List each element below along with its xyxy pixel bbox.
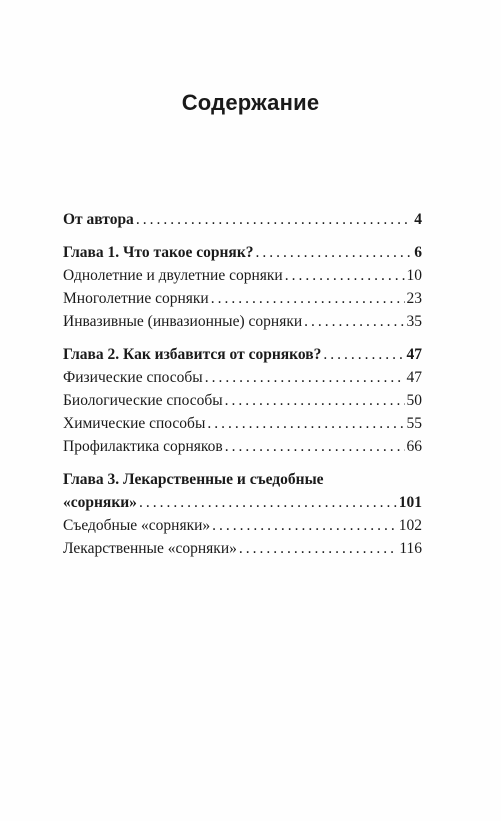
- toc-entry-label: Биологические способы: [63, 392, 223, 409]
- dot-leader: [211, 287, 405, 310]
- toc-entry-label: Лекарственные «сорняки»: [63, 540, 237, 557]
- toc-entry-label: Глава 1. Что такое сорняк?: [63, 244, 254, 261]
- toc-entry-label: «сорняки»: [63, 494, 137, 511]
- page-title: Содержание: [181, 90, 320, 115]
- toc-entry-edible-weeds[interactable]: [63, 514, 422, 537]
- toc-entry-label: Химические способы: [63, 415, 206, 432]
- toc-entry-invasive-weeds[interactable]: [63, 310, 422, 333]
- dot-leader: [139, 491, 397, 514]
- dot-leader: [323, 343, 404, 366]
- toc-entry-page: 66: [406, 438, 422, 455]
- dot-leader: [207, 412, 404, 435]
- dot-leader: [205, 366, 405, 389]
- toc-entry-label: Физические способы: [63, 369, 203, 386]
- toc-entry-page: 47: [406, 346, 422, 363]
- toc-entry-chemical-methods[interactable]: [63, 412, 422, 435]
- toc-entry-label: Однолетние и двулетние сорняки: [63, 267, 283, 284]
- toc-entry-page: 55: [406, 415, 422, 432]
- toc-entry-chapter-1[interactable]: [63, 241, 422, 264]
- toc-entry-label: От автора: [63, 211, 134, 228]
- dot-leader: [225, 435, 405, 458]
- toc-entry-page: 116: [399, 540, 422, 557]
- toc-entry-page: 47: [406, 369, 422, 386]
- toc-entry-author[interactable]: [63, 208, 422, 231]
- toc-entry-page: 50: [406, 392, 422, 409]
- dot-leader: [225, 389, 405, 412]
- toc-entry-page: 6: [414, 244, 422, 261]
- dot-leader: [256, 241, 413, 264]
- toc-entry-biological-methods[interactable]: [63, 389, 422, 412]
- toc-entry-page: 101: [398, 494, 422, 511]
- dot-leader: [239, 537, 397, 560]
- toc-entry-physical-methods[interactable]: [63, 366, 422, 389]
- toc-section-chapter-2: [63, 343, 422, 458]
- toc-entry-page: 35: [406, 313, 422, 330]
- toc-section-chapter-1: [63, 241, 422, 333]
- toc-entry-perennial-weeds[interactable]: [63, 287, 422, 310]
- dot-leader: [136, 208, 412, 231]
- toc-entry-page: 23: [406, 290, 422, 307]
- toc-entry-label: Глава 2. Как избавится от сорняков?: [63, 346, 322, 363]
- toc-entry-chapter-3[interactable]: [63, 491, 422, 514]
- toc-entry-annual-weeds[interactable]: [63, 264, 422, 287]
- toc-entry-label: Инвазивные (инвазионные) сорняки: [63, 313, 303, 330]
- toc-entry-page: 102: [398, 517, 422, 534]
- toc-entry-chapter-2[interactable]: [63, 343, 422, 366]
- toc-section-chapter-3: [63, 468, 422, 560]
- toc-entry-page: 10: [406, 267, 422, 284]
- toc-entry-label: Многолетние сорняки: [63, 290, 209, 307]
- toc-entry-chapter-3-line-1[interactable]: Глава 3. Лекарственные и съедобные: [63, 471, 324, 488]
- dot-leader: [285, 264, 405, 287]
- dot-leader: [212, 514, 397, 537]
- toc-entry-label: Съедобные «сорняки»: [63, 517, 211, 534]
- toc-entry-medicinal-weeds[interactable]: [63, 537, 422, 560]
- toc-entry-weed-prevention[interactable]: [63, 435, 422, 458]
- toc-section-author: [63, 208, 422, 231]
- toc-entry-page: 4: [414, 211, 422, 228]
- table-of-contents: [63, 208, 422, 570]
- dot-leader: [304, 310, 404, 333]
- toc-entry-label: Профилактика сорняков: [63, 438, 223, 455]
